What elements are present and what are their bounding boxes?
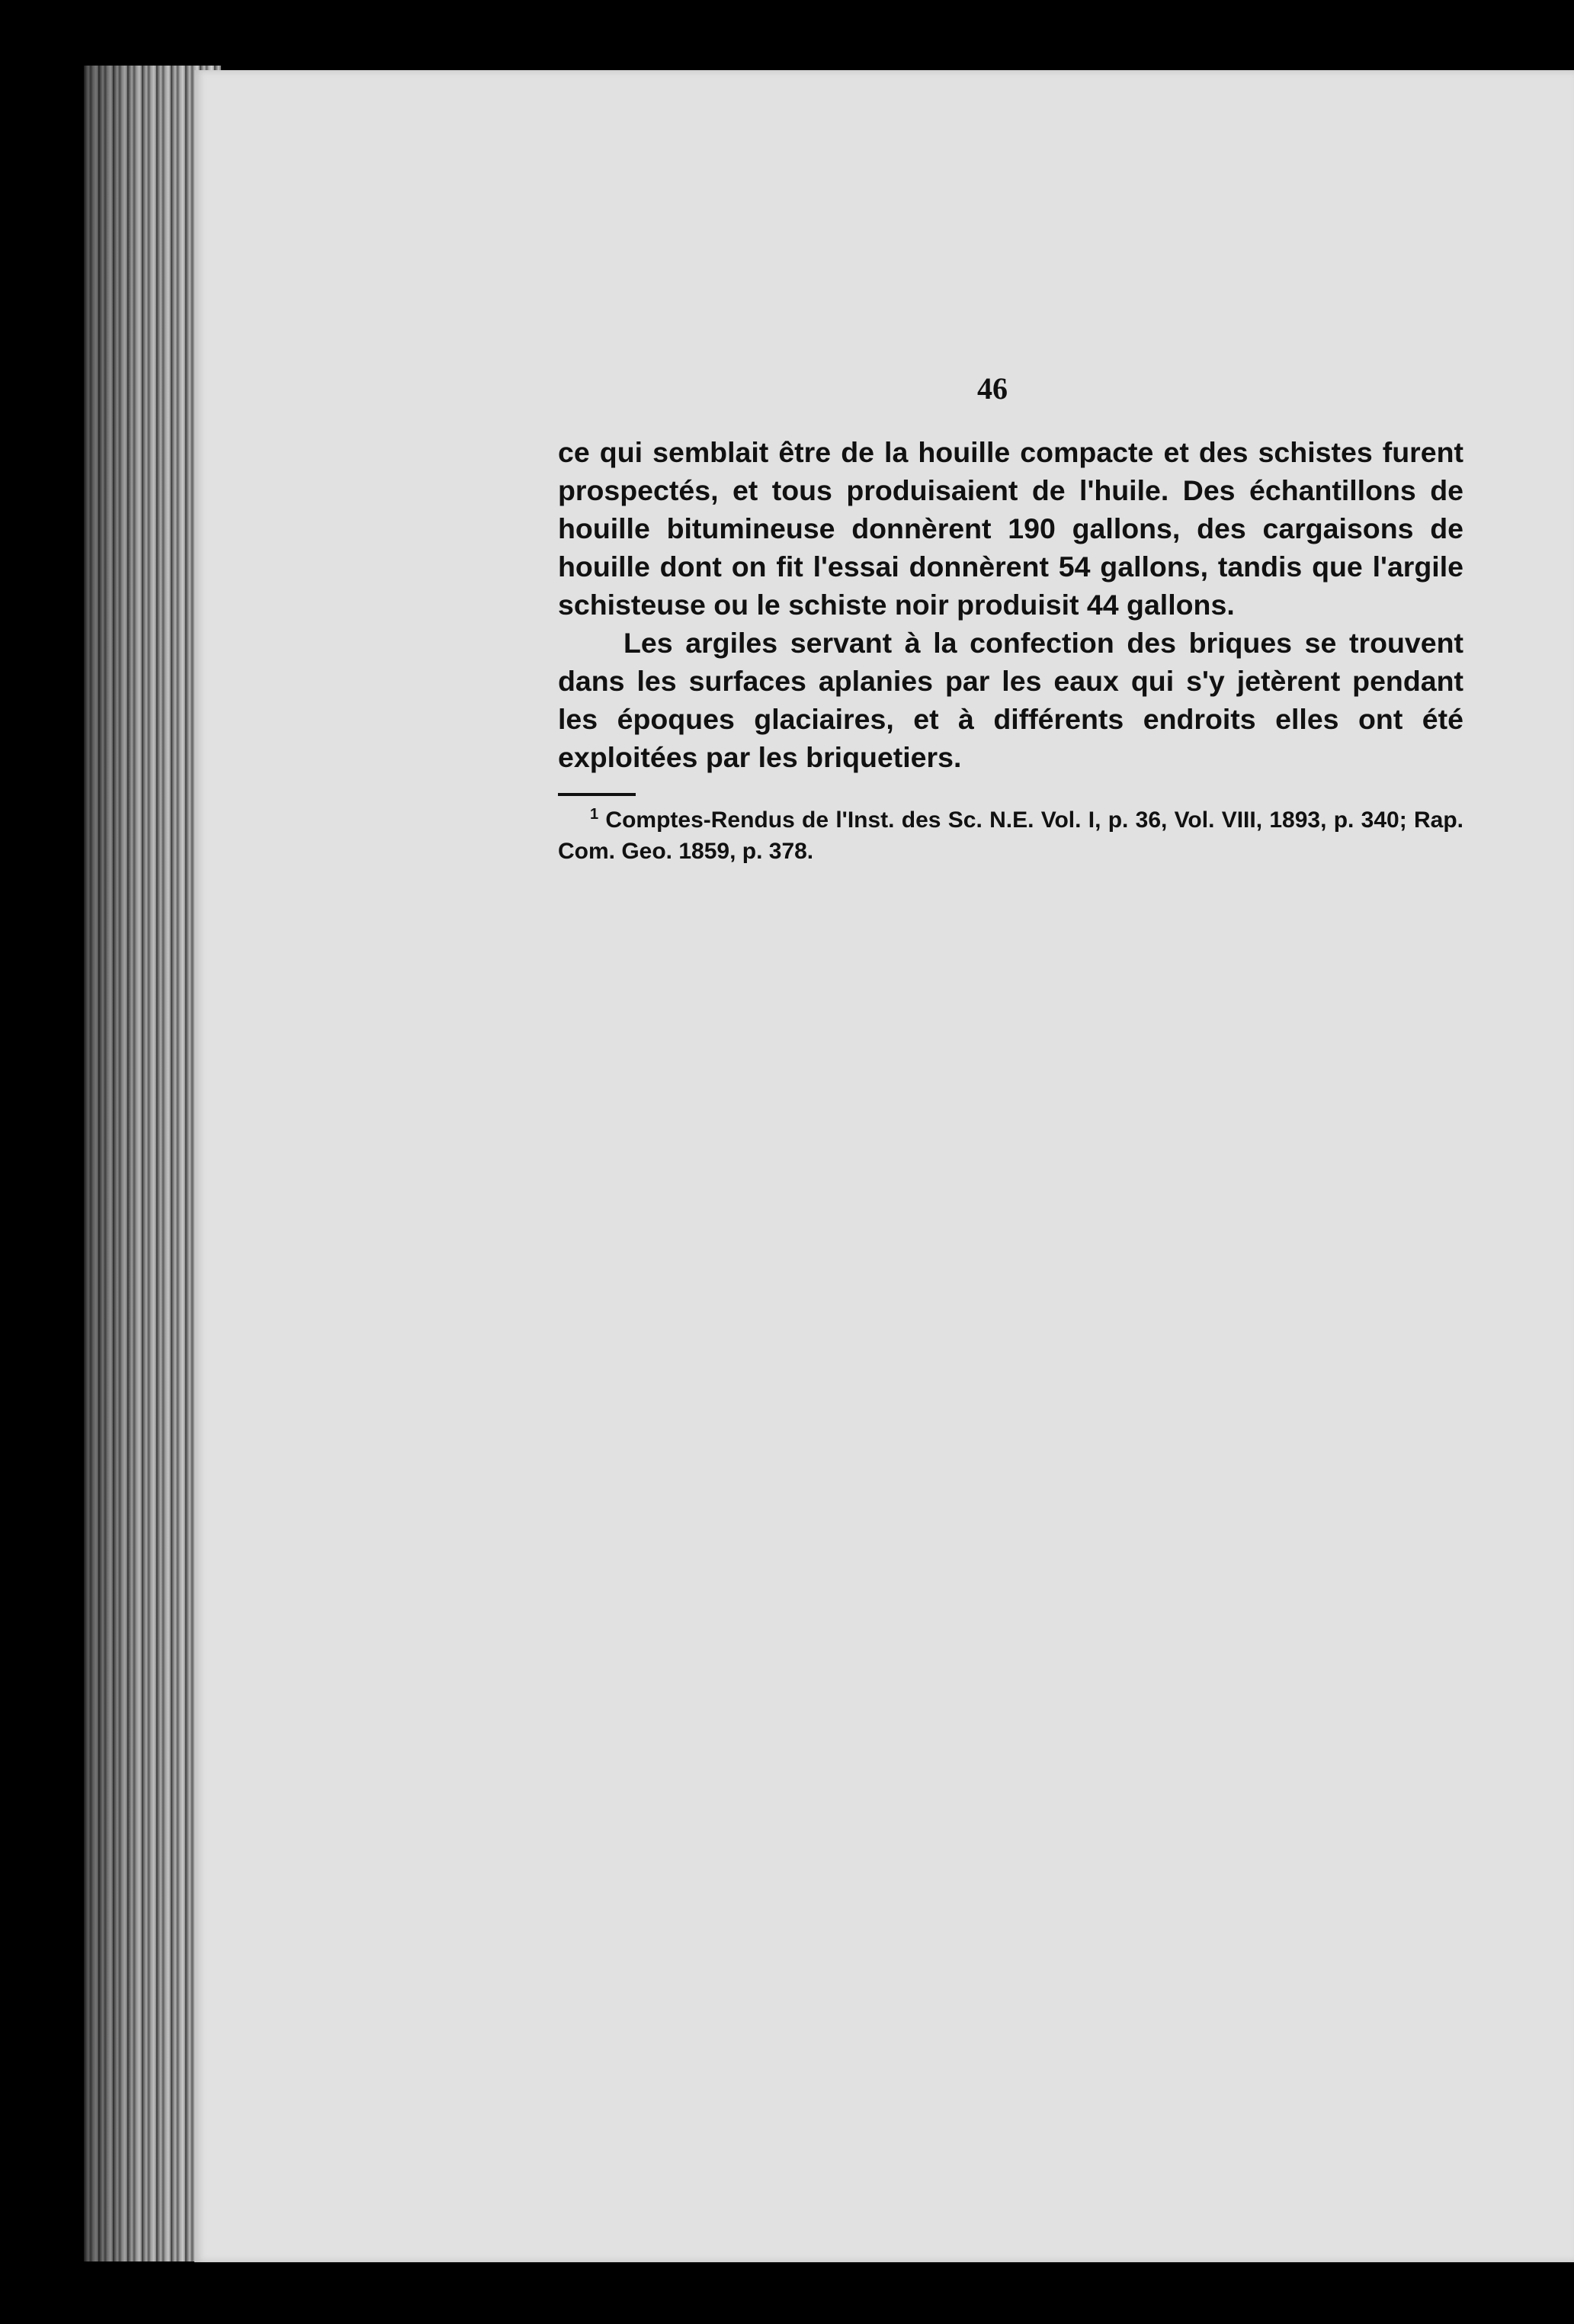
page-number: 46 — [977, 371, 1008, 406]
footnote-text: Comptes-Rendus de l'Inst. des Sc. N.E. Vol. I, p. 36, Vol. VIII, 1893, p. 340; Rap. Com. Geo. 1859, p. 378. — [558, 807, 1463, 864]
scan-border-top — [0, 0, 1574, 70]
paragraph-2: Les argiles servant à la confection des briques se trouvent dans les surfaces aplanies par les eaux qui s'y jetèrent pendant les époques glaciaires, et à différents endroits elles ont été exploitées par les briquetiers. — [558, 627, 1463, 773]
footnote — [558, 804, 1463, 867]
body-text — [558, 433, 1463, 776]
paper-page — [194, 70, 1574, 2262]
paragraph-1: ce qui semblait être de la houille compacte et des schistes furent prospectés, et tous produisaient de l'huile. Des échantillons de houille bitumineuse donnèrent 190 gallons, des cargaisons de houille dont on fit l'essai donnèrent 54 gallons, tandis que l'argile schisteuse ou le schiste noir produisit 44 gallons. — [558, 436, 1463, 621]
scan-border-bottom — [0, 2263, 1574, 2324]
footnote-marker: 1 — [590, 806, 599, 823]
footnote-separator — [558, 793, 636, 796]
